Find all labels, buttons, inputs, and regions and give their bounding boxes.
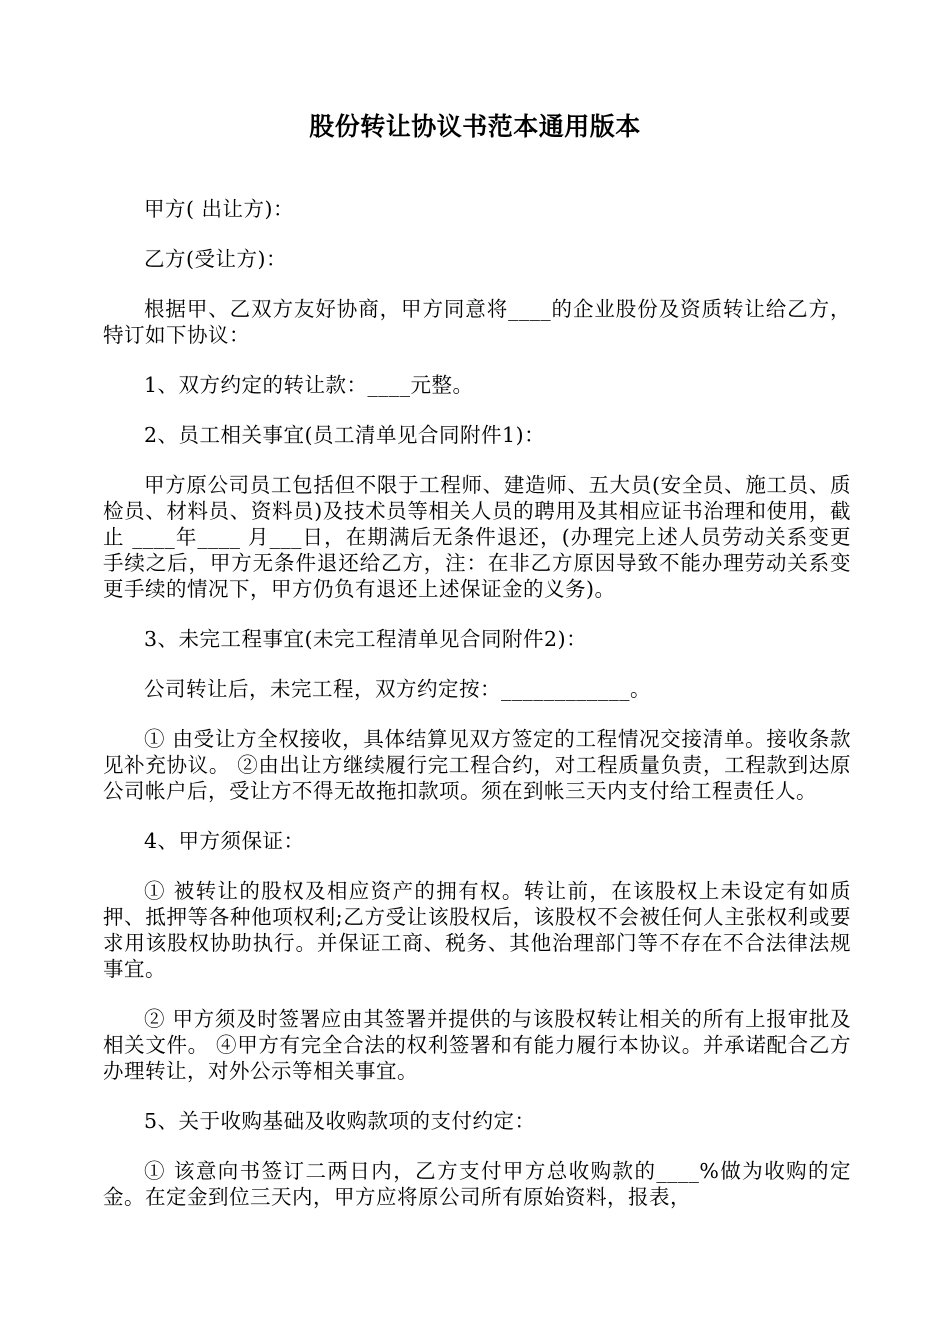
clause-2-heading: 2、员工相关事宜(员工清单见合同附件1)： — [144, 423, 546, 447]
clause-3-heading: 3、未完工程事宜(未完工程清单见合同附件2)： — [144, 627, 588, 651]
clause-4-item-1: ① 被转让的股权及相应资产的拥有权。转让前，在该股权上未设定有如质押、抵押等各种他项权利;乙方受让该股权后，该股权不会被任何人主张权利或要求用该股权协助执行。并保证工商、税务、其他治理部门等不存在不合法律法规事宜。 — [103, 879, 851, 981]
clause-4-item-2: ② 甲方须及时签署应由其签署并提供的与该股权转让相关的所有上报审批及相关文件。 ④甲方有完全合法的权利签署和有能力履行本协议。并承诺配合乙方办理转让，对外公示等相关事宜。 — [103, 1007, 851, 1083]
clause-3-agreement-line: 公司转让后，未完工程，双方约定按：____________。 — [144, 677, 651, 701]
clause-4-heading: 4、甲方须保证： — [144, 829, 305, 853]
clause-5-heading: 5、关于收购基础及收购款项的支付约定： — [144, 1109, 536, 1133]
preamble-paragraph: 根据甲、乙双方友好协商，甲方同意将____的企业股份及资质转让给乙方，特订如下协议： — [103, 297, 851, 347]
party-a-line: 甲方( 出让方)： — [144, 197, 295, 221]
document-body — [103, 196, 851, 1234]
document-title: 股份转让协议书范本通用版本 — [309, 112, 641, 141]
clause-5-item-1: ① 该意向书签订二两日内，乙方支付甲方总收购款的____%做为收购的定金。在定金到位三天内，甲方应将原公司所有原始资料，报表， — [103, 1159, 851, 1209]
party-b-line: 乙方(受让方)： — [144, 247, 287, 271]
clause-1-transfer-fee: 1、双方约定的转让款：____元整。 — [144, 373, 474, 397]
clause-2-employees-paragraph: 甲方原公司员工包括但不限于工程师、建造师、五大员(安全员、施工员、质检员、材料员、资料员)及技术员等相关人员的聘用及其相应证书治理和使用，截止 ____年____ 月___日，在期满后无条件退还，(办理完上述人员劳动关系变更手续之后，甲方无条件退还给乙方，注：在非乙方原因导致不能办理劳动关系变更手续的情况下，甲方仍负有退还上述保证金的义务)。 — [103, 473, 851, 601]
clause-3-options-paragraph: ① 由受让方全权接收，具体结算见双方签定的工程情况交接清单。接收条款见补充协议。 ②由出让方继续履行完工程合约，对工程质量负责，工程款到达原公司帐户后，受让方不得无故拖扣款项。须在到帐三天内支付给工程责任人。 — [103, 727, 851, 803]
